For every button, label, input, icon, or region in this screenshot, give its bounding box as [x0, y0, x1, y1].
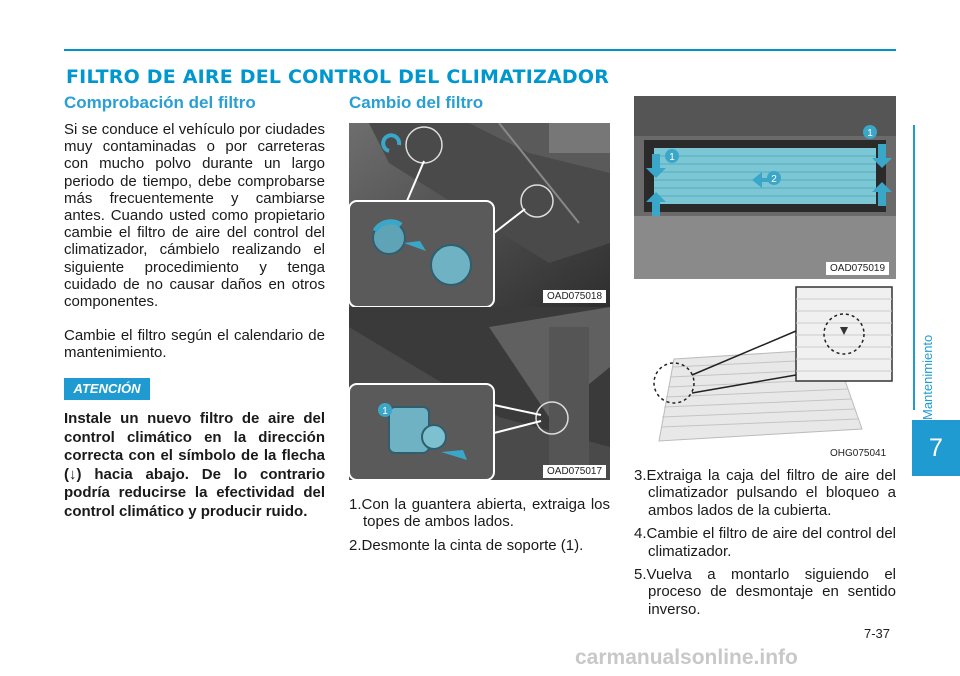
list-item	[634, 525, 896, 560]
step-text: Cambie el filtro de aire del control del climatizador.	[646, 525, 896, 560]
down-arrow-icon: ↓	[69, 465, 77, 483]
page-title: FILTRO DE AIRE DEL CONTROL DEL CLIMATIZADOR	[66, 66, 610, 88]
chapter-number: 7	[912, 420, 960, 476]
warning-text-part-b: ) hacia abajo. De lo contrario podría reducirse la efectividad del control climático y producir ruido.	[64, 465, 325, 520]
figure-support-strap	[349, 307, 610, 480]
warning-text-part-a: Instale un nuevo filtro de aire del control climático en la dirección correcta con el símbolo de la flecha (	[64, 410, 325, 483]
step-text: Vuelva a montarlo siguiendo el proceso de desmontaje en sentido inverso.	[646, 566, 896, 618]
warning-badge: ATENCIÓN	[64, 378, 150, 400]
section-tab-label: Mantenimiento	[920, 334, 935, 420]
step-number: 2.	[349, 536, 362, 554]
list-item	[349, 496, 610, 531]
step-number: 5.	[634, 566, 647, 584]
figure-caption: OAD075018	[543, 290, 606, 303]
figure-caption: OAD075017	[543, 465, 606, 478]
step-text: Con la guantera abierta, extraiga los topes de ambos lados.	[361, 496, 610, 531]
list-item	[349, 537, 610, 554]
figure-filter-arrow	[634, 279, 896, 461]
header-rule	[64, 49, 896, 51]
list-item	[634, 467, 896, 519]
step-number: 1.	[349, 496, 362, 513]
watermark: carmanualsonline.info	[575, 646, 798, 669]
schedule-paragraph: Cambie el filtro según el calendario de mantenimiento.	[64, 327, 325, 362]
step-number: 3.	[634, 467, 647, 484]
callout-marker: 1	[669, 152, 675, 163]
warning-text	[64, 410, 325, 522]
figure-filter-housing	[634, 96, 896, 279]
callout-marker: 1	[382, 406, 388, 417]
steps-list-right	[634, 467, 896, 624]
check-paragraph: Si se conduce el vehículo por ciudades muy contaminadas o por carreteras con mucho polvo durante un largo periodo de tiempo, debe comprobarse más frecuentemente y cambiarse antes. Cuando usted como propietario cambie el filtro de aire del control del climatizador, cámbielo realizando el siguiente procedimiento y tenga cuidado de no causar daños en otros componentes.	[64, 121, 325, 311]
steps-list-middle	[349, 496, 610, 560]
section-heading-change: Cambio del filtro	[349, 93, 484, 112]
step-number: 4.	[634, 525, 647, 543]
step-text: Desmonte la cinta de soporte (1).	[361, 536, 584, 554]
callout-marker: 1	[867, 128, 873, 139]
callout-marker: 2	[771, 174, 777, 185]
page-number: 7-37	[864, 626, 891, 641]
figure-glovebox-stoppers	[349, 123, 610, 307]
step-text: Extraiga la caja del filtro de aire del climatizador pulsando el bloqueo a ambos lados de la cubierta.	[646, 467, 896, 519]
figure-caption: OHG075041	[826, 447, 890, 460]
figure-caption: OAD075019	[826, 262, 889, 275]
list-item	[634, 566, 896, 618]
sidebar-rule	[913, 125, 915, 410]
section-heading-check: Comprobación del filtro	[64, 93, 256, 112]
